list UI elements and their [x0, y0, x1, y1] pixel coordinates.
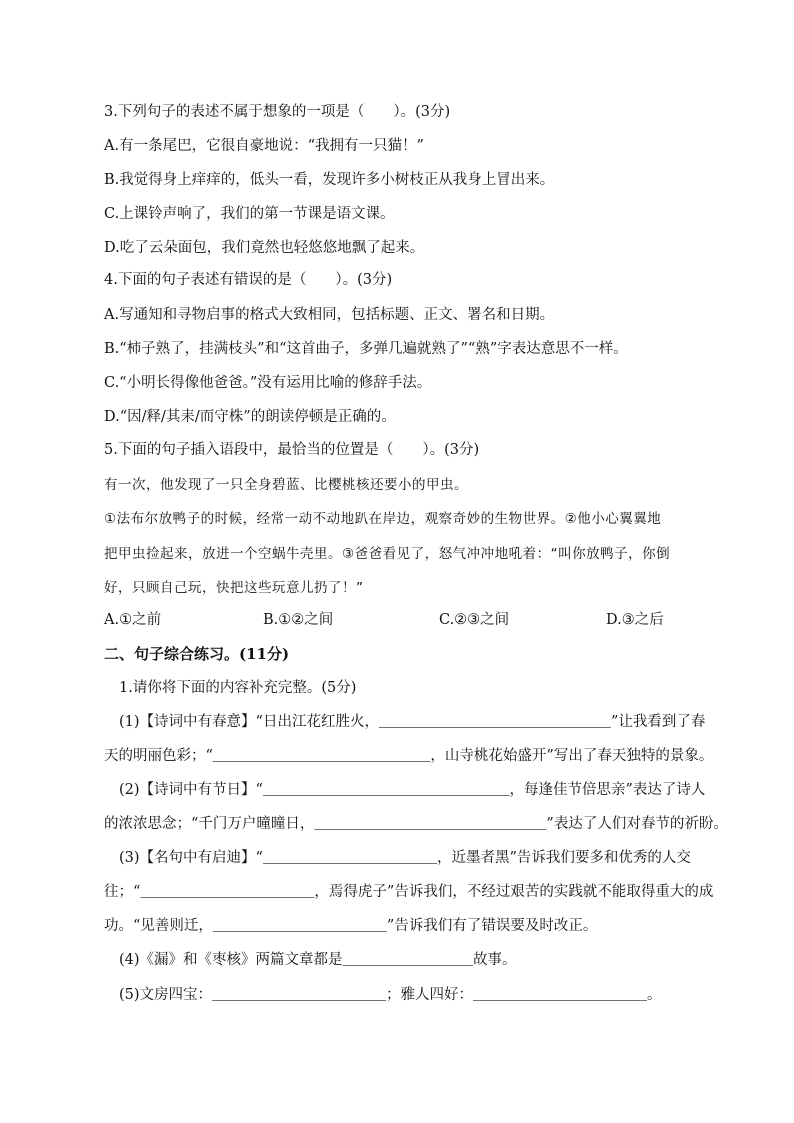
- q5-passage-line: 好，只顾自己玩，快把这些玩意儿扔了！”: [104, 580, 364, 596]
- q3-option-c: C.上课铃声响了，我们的第一节课是语文课。: [104, 206, 395, 222]
- q3-option-a: A.有一条尾巴，它很自豪地说：“我拥有一只猫！”: [104, 138, 424, 154]
- s2-q1-stem: 1.请你将下面的内容补充完整。(5分): [119, 680, 357, 696]
- q4-stem: 4.下面的句子表述有错误的是（ ）。(3分): [104, 272, 393, 288]
- q5-passage-line: ①法布尔放鸭子的时候，经常一动不动地趴在岸边，观察奇妙的生物世界。②他小心翼翼地: [104, 511, 662, 527]
- q3-option-d: D.吃了云朵面包，我们竟然也轻悠悠地飘了起来。: [104, 240, 425, 256]
- q5-option-b: B.①②之间: [263, 612, 334, 628]
- s2-item-3-line: 往；“＿＿＿＿＿＿＿＿＿＿＿＿，焉得虎子”告诉我们，不经过艰苦的实践就不能取得重大的成: [104, 884, 714, 900]
- q5-stem: 5.下面的句子插入语段中，最恰当的位置是（ ）。(3分): [104, 442, 480, 458]
- s2-item-2-line: (2)【诗词中有节日】“＿＿＿＿＿＿＿＿＿＿＿＿＿＿＿＿＿，每逢佳节倍思亲”表达了诗人: [119, 782, 706, 798]
- s2-item-1-line: (1)【诗词中有春意】“日出江花红胜火，＿＿＿＿＿＿＿＿＿＿＿＿＿＿＿＿”让我看到了春: [119, 714, 706, 730]
- q3-option-b: B.我觉得身上痒痒的，低头一看，发现许多小树枝正从我身上冒出来。: [104, 172, 555, 188]
- s2-item-4: (4)《漏》和《枣核》两篇文章都是＿＿＿＿＿＿＿＿＿故事。: [119, 952, 517, 968]
- q5-passage-line: 把甲虫捡起来，放进一个空蜗牛壳里。③爸爸看见了，怒气冲冲地吼着：“叫你放鸭子，你倒: [104, 546, 671, 562]
- s2-item-2-line: 的浓浓思念；“千门万户曈曈日，＿＿＿＿＿＿＿＿＿＿＿＿＿＿＿＿”表达了人们对春节的祈盼。: [104, 816, 728, 832]
- q5-insert-sentence: 有一次，他发现了一只全身碧蓝、比樱桃核还要小的甲虫。: [104, 477, 468, 493]
- q5-option-c: C.②③之间: [439, 612, 510, 628]
- q4-option-a: A.写通知和寻物启事的格式大致相同，包括标题、正文、署名和日期。: [104, 307, 555, 323]
- q5-option-d: D.③之后: [606, 612, 664, 628]
- s2-item-5: (5)文房四宝：＿＿＿＿＿＿＿＿＿＿＿＿；雅人四好：＿＿＿＿＿＿＿＿＿＿＿＿。: [119, 987, 662, 1003]
- q5-option-a: A.①之前: [104, 612, 162, 628]
- s2-item-3-line: 功。“见善则迁，＿＿＿＿＿＿＿＿＿＿＿＿”告诉我们有了错误要及时改正。: [104, 918, 598, 934]
- s2-item-1-line: 天的明丽色彩；“＿＿＿＿＿＿＿＿＿＿＿＿＿＿＿，山寺桃花始盛开”写出了春天独特的景象。: [104, 748, 714, 764]
- q4-option-d: D.“因/释/其耒/而守株”的朗读停顿是正确的。: [104, 409, 396, 425]
- s2-item-3-line: (3)【名句中有启迪】“＿＿＿＿＿＿＿＿＿＿＿＿，近墨者黑”告诉我们要多和优秀的人交: [119, 850, 691, 866]
- q3-stem: 3.下列句子的表述不属于想象的一项是（ ）。(3分): [104, 104, 451, 120]
- section-title: 二、句子综合练习。(11分): [104, 645, 290, 663]
- q4-option-b: B.“柿子熟了，挂满枝头”和“这首曲子，多弹几遍就熟了”“熟”字表达意思不一样。: [104, 341, 628, 357]
- q4-option-c: C.“小明长得像他爸爸。”没有运用比喻的修辞手法。: [104, 375, 432, 391]
